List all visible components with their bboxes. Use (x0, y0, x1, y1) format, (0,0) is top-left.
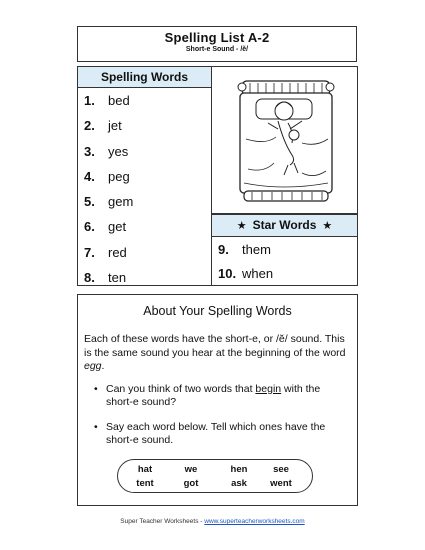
pill-word: ask (231, 478, 247, 489)
word-text: peg (108, 169, 130, 184)
pill-word: went (270, 478, 292, 489)
star-word-item (218, 264, 273, 284)
bullet-text-part: with the short-e sound? (106, 383, 321, 408)
word-text: ten (108, 270, 127, 285)
bullet-icon: • (94, 421, 98, 433)
word-text: gem (108, 194, 134, 209)
word-number: 7. (84, 245, 95, 260)
intro-period: . (101, 360, 105, 372)
about-intro (84, 333, 349, 374)
word-text: yes (108, 144, 129, 159)
about-title: About Your Spelling Words (143, 304, 292, 318)
word-number: 3. (84, 144, 95, 159)
word-item (84, 268, 126, 288)
underlined-word: begin (255, 383, 282, 395)
pill-word: we (184, 464, 198, 475)
word-item (84, 116, 122, 136)
star-icon: ★ (236, 220, 247, 232)
word-number: 10. (218, 266, 237, 281)
spelling-words-heading: Spelling Words (78, 67, 211, 88)
footer-text: Super Teacher Worksheets - (120, 518, 205, 525)
word-number: 2. (84, 118, 95, 133)
word-text: bed (108, 93, 130, 108)
bed-illustration (236, 77, 336, 207)
bullet-text: Say each word below. Tell which ones have the short-e sound. (106, 421, 326, 446)
word-item (84, 217, 126, 237)
star-icon: ★ (322, 220, 333, 232)
word-item (84, 243, 127, 263)
word-item (84, 167, 130, 187)
word-text: red (108, 245, 127, 260)
word-number: 8. (84, 270, 95, 285)
word-number: 5. (84, 194, 95, 209)
page-subtitle: Short-e Sound - /ĕ/ (185, 46, 249, 53)
pill-word: hen (230, 464, 248, 475)
star-words-heading (212, 215, 357, 237)
word-number: 9. (218, 242, 229, 257)
word-list-pill (117, 459, 313, 493)
word-text: them (242, 242, 271, 257)
word-text: get (108, 219, 127, 234)
bullet-icon: • (94, 383, 98, 395)
pill-word: tent (136, 478, 154, 489)
bullet-text (106, 383, 345, 409)
pill-word: hat (137, 464, 153, 475)
bullet-item (94, 383, 345, 409)
word-number: 1. (84, 93, 95, 108)
about-panel (77, 294, 358, 506)
intro-italic-word: egg (84, 360, 102, 372)
title-box (77, 26, 357, 62)
star-word-item (218, 240, 271, 260)
word-item (84, 192, 133, 212)
picture-panel (212, 66, 358, 214)
spelling-words-panel (77, 66, 212, 286)
word-number: 6. (84, 219, 95, 234)
bullet-text-part: Can you think of two words that (106, 383, 256, 395)
footer (0, 518, 425, 525)
word-item (84, 142, 128, 162)
word-number: 4. (84, 169, 95, 184)
page-title: Spelling List A-2 (164, 30, 270, 45)
pill-word: see (273, 464, 289, 475)
star-words-label: Star Words (252, 218, 317, 232)
bullet-item (94, 421, 345, 447)
word-item (84, 91, 130, 111)
footboard-shape (244, 191, 328, 201)
pill-word: got (183, 478, 199, 489)
footer-link[interactable]: www.superteacherworksheets.com (204, 518, 305, 525)
star-words-panel (212, 214, 358, 286)
intro-text: Each of these words have the short-e, or /ĕ/ sound. This is the same sound you hear at the beginning of the word (84, 333, 346, 359)
word-text: jet (108, 118, 122, 133)
word-text: when (242, 266, 274, 281)
